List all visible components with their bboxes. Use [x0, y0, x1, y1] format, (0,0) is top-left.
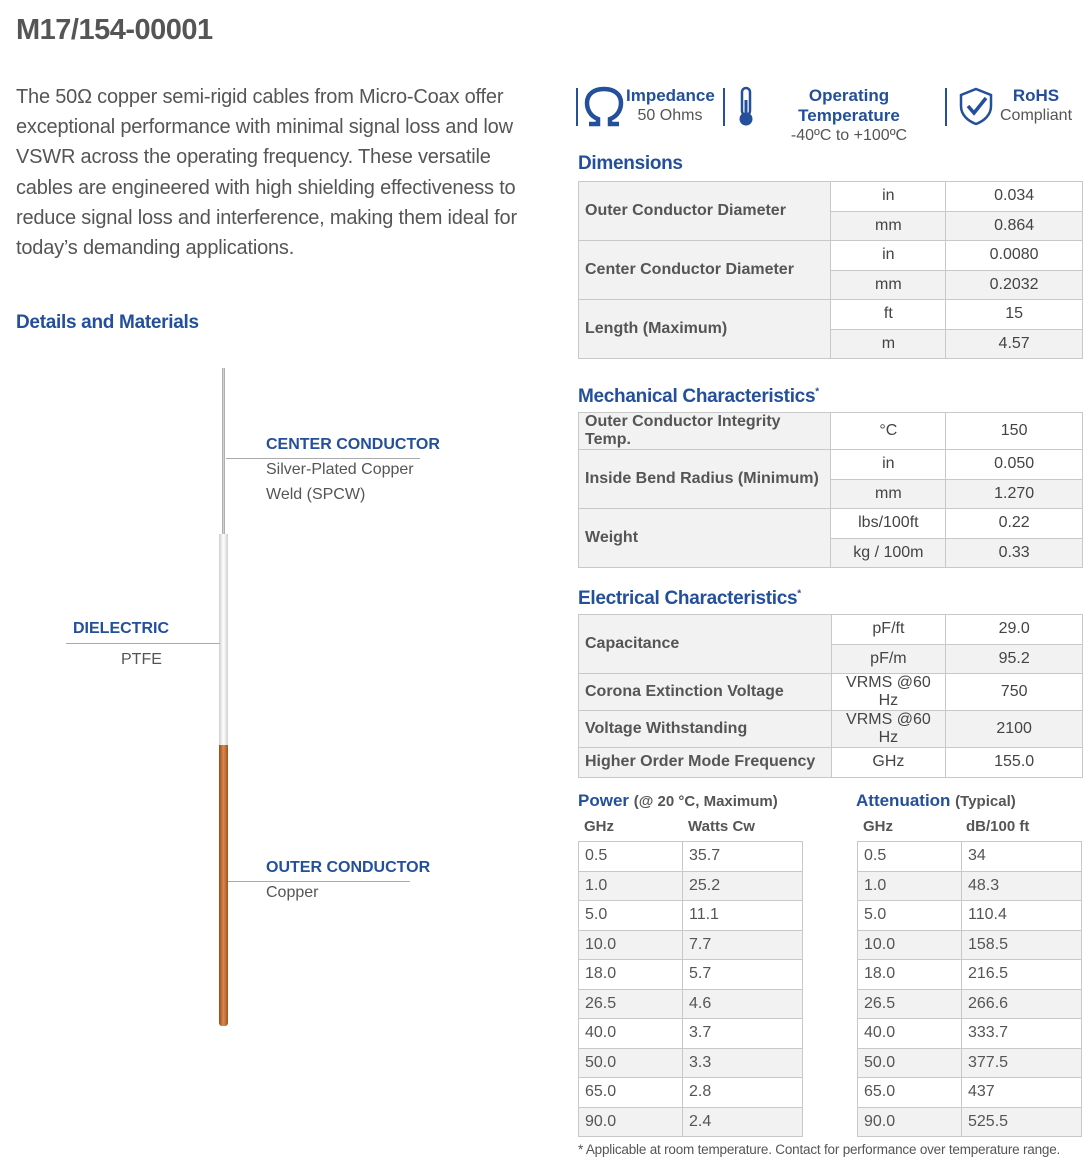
- frequency-cell: 40.0: [858, 1019, 962, 1049]
- row-unit: °C: [831, 413, 946, 450]
- table-row: [858, 901, 1082, 931]
- row-value: 0.864: [946, 211, 1083, 241]
- outer-conductor-layer: [219, 745, 228, 1026]
- center-conductor-line2: Weld (SPCW): [266, 486, 366, 503]
- row-name: Voltage Withstanding: [579, 711, 832, 748]
- row-value: 155.0: [946, 748, 1083, 778]
- table-row: [579, 1078, 803, 1108]
- row-unit: lbs/100ft: [831, 509, 946, 539]
- row-name: Higher Order Mode Frequency: [579, 748, 832, 778]
- rohs-value: Compliant: [999, 107, 1073, 124]
- table-row: [579, 960, 803, 990]
- power-subtitle: (@ 20 °C, Maximum): [633, 793, 778, 810]
- row-unit: ft: [831, 300, 946, 330]
- value-cell: 34: [962, 842, 1082, 872]
- rohs-label: RoHS: [1012, 86, 1060, 105]
- value-cell: 377.5: [962, 1048, 1082, 1078]
- row-name: Length (Maximum): [579, 300, 831, 359]
- table-row: [858, 1107, 1082, 1137]
- value-cell: 35.7: [683, 842, 803, 872]
- frequency-cell: 50.0: [579, 1048, 683, 1078]
- row-value: 0.050: [946, 450, 1083, 480]
- row-unit: in: [831, 182, 946, 212]
- frequency-cell: 1.0: [858, 871, 962, 901]
- dielectric-label: DIELECTRIC: [73, 620, 169, 637]
- table-row: [858, 871, 1082, 901]
- attenuation-heading: [856, 791, 1016, 811]
- row-unit: mm: [831, 270, 946, 300]
- row-value: 4.57: [946, 329, 1083, 359]
- row-value: 0.0080: [946, 241, 1083, 271]
- outer-conductor-leader: [228, 881, 410, 882]
- temperature-spec: [762, 86, 936, 146]
- attenuation-col-db: dB/100 ft: [966, 818, 1030, 835]
- frequency-cell: 10.0: [579, 930, 683, 960]
- value-cell: 2.8: [683, 1078, 803, 1108]
- value-cell: 48.3: [962, 871, 1082, 901]
- row-name: Capacitance: [579, 615, 832, 674]
- table-row: [579, 182, 1083, 212]
- table-row: [579, 241, 1083, 271]
- row-name: Inside Bend Radius (Minimum): [579, 450, 831, 509]
- value-cell: 11.1: [683, 901, 803, 931]
- power-heading: [578, 791, 778, 811]
- frequency-cell: 65.0: [858, 1078, 962, 1108]
- row-unit: pF/m: [831, 644, 946, 674]
- row-value: 0.034: [946, 182, 1083, 212]
- table-row: [579, 989, 803, 1019]
- table-row: [579, 615, 1083, 645]
- outer-conductor-value: Copper: [266, 884, 319, 901]
- table-row: [858, 1019, 1082, 1049]
- table-row: [858, 1078, 1082, 1108]
- value-cell: 5.7: [683, 960, 803, 990]
- frequency-cell: 26.5: [858, 989, 962, 1019]
- rohs-spec: [996, 86, 1076, 126]
- table-row: [579, 1048, 803, 1078]
- mechanical-heading-text: Mechanical Characteristics: [578, 386, 816, 407]
- table-row: [579, 450, 1083, 480]
- frequency-cell: 90.0: [579, 1107, 683, 1137]
- row-value: 2100: [946, 711, 1083, 748]
- value-cell: 525.5: [962, 1107, 1082, 1137]
- value-cell: 3.7: [683, 1019, 803, 1049]
- page-title: M17/154-00001: [16, 14, 213, 46]
- value-cell: 216.5: [962, 960, 1082, 990]
- table-row: [579, 901, 803, 931]
- dielectric-leader: [66, 643, 220, 644]
- frequency-cell: 26.5: [579, 989, 683, 1019]
- table-row: [579, 711, 1083, 748]
- table-row: [579, 1019, 803, 1049]
- row-value: 0.2032: [946, 270, 1083, 300]
- table-row: [579, 300, 1083, 330]
- value-cell: 110.4: [962, 901, 1082, 931]
- electrical-asterisk: *: [797, 588, 801, 600]
- thermometer-icon: [734, 86, 758, 128]
- row-unit: in: [831, 241, 946, 271]
- mechanical-table: [578, 412, 1083, 568]
- temperature-label: Operating Temperature: [798, 86, 900, 125]
- row-name: Center Conductor Diameter: [579, 241, 831, 300]
- dielectric-value: PTFE: [121, 651, 162, 668]
- mechanical-heading: [578, 386, 819, 408]
- power-title: Power: [578, 791, 630, 810]
- value-cell: 266.6: [962, 989, 1082, 1019]
- frequency-cell: 90.0: [858, 1107, 962, 1137]
- row-unit: GHz: [831, 748, 946, 778]
- power-col-ghz: GHz: [584, 818, 614, 835]
- attenuation-subtitle: (Typical): [955, 793, 1016, 810]
- dielectric-layer: [219, 534, 228, 745]
- frequency-cell: 18.0: [858, 960, 962, 990]
- row-name: Corona Extinction Voltage: [579, 674, 832, 711]
- value-cell: 2.4: [683, 1107, 803, 1137]
- row-unit: VRMS @60 Hz: [831, 711, 946, 748]
- spec-divider: [576, 88, 578, 126]
- frequency-cell: 1.0: [579, 871, 683, 901]
- value-cell: 7.7: [683, 930, 803, 960]
- center-conductor-wire: [222, 368, 225, 534]
- row-unit: pF/ft: [831, 615, 946, 645]
- table-row: [579, 871, 803, 901]
- impedance-value: 50 Ohms: [637, 107, 703, 124]
- attenuation-col-ghz: GHz: [863, 818, 893, 835]
- impedance-spec: [626, 86, 714, 126]
- outer-conductor-label: OUTER CONDUCTOR: [266, 859, 431, 876]
- table-row: [858, 989, 1082, 1019]
- table-row: [579, 930, 803, 960]
- electrical-heading: [578, 588, 801, 610]
- frequency-cell: 0.5: [858, 842, 962, 872]
- center-conductor-line1: Silver-Plated Copper: [266, 461, 414, 478]
- table-row: [858, 960, 1082, 990]
- row-value: 750: [946, 674, 1083, 711]
- row-unit: in: [831, 450, 946, 480]
- table-row: [858, 1048, 1082, 1078]
- table-row: [858, 930, 1082, 960]
- table-row: [858, 842, 1082, 872]
- electrical-heading-text: Electrical Characteristics: [578, 588, 798, 609]
- row-unit: VRMS @60 Hz: [831, 674, 946, 711]
- frequency-cell: 40.0: [579, 1019, 683, 1049]
- dimensions-table: [578, 181, 1083, 359]
- row-value: 95.2: [946, 644, 1083, 674]
- row-value: 0.33: [946, 538, 1083, 568]
- frequency-cell: 0.5: [579, 842, 683, 872]
- row-name: Outer Conductor Diameter: [579, 182, 831, 241]
- row-value: 15: [946, 300, 1083, 330]
- row-name: Outer Conductor Integrity Temp.: [579, 413, 831, 450]
- table-row: [579, 1107, 803, 1137]
- value-cell: 4.6: [683, 989, 803, 1019]
- row-unit: mm: [831, 479, 946, 509]
- table-row: [579, 748, 1083, 778]
- frequency-cell: 10.0: [858, 930, 962, 960]
- row-unit: m: [831, 329, 946, 359]
- value-cell: 158.5: [962, 930, 1082, 960]
- attenuation-title: Attenuation: [856, 791, 951, 810]
- frequency-cell: 18.0: [579, 960, 683, 990]
- footnote: * Applicable at room temperature. Contact for performance over temperature range.: [578, 1142, 1061, 1157]
- table-row: [579, 509, 1083, 539]
- product-description: The 50Ω copper semi-rigid cables from Micro-Coax offer exceptional performance with minimal signal loss and low VSWR across the operating frequency. These versatile cables are engineered with high shielding effectiveness to reduce signal loss and interference, making them ideal for today’s demanding applications.: [16, 86, 517, 260]
- table-row: [579, 674, 1083, 711]
- row-value: 29.0: [946, 615, 1083, 645]
- frequency-cell: 65.0: [579, 1078, 683, 1108]
- spec-divider: [723, 88, 725, 126]
- center-conductor-label: CENTER CONDUCTOR: [266, 436, 440, 453]
- omega-icon: [584, 86, 624, 128]
- electrical-table: [578, 614, 1083, 778]
- row-name: Weight: [579, 509, 831, 568]
- row-unit: mm: [831, 211, 946, 241]
- row-value: 0.22: [946, 509, 1083, 539]
- shield-check-icon: [956, 86, 996, 126]
- attenuation-table: [857, 841, 1082, 1137]
- frequency-cell: 50.0: [858, 1048, 962, 1078]
- frequency-cell: 5.0: [579, 901, 683, 931]
- spec-divider: [945, 88, 947, 126]
- value-cell: 25.2: [683, 871, 803, 901]
- power-table: [578, 841, 803, 1137]
- value-cell: 3.3: [683, 1048, 803, 1078]
- details-heading: Details and Materials: [16, 312, 199, 333]
- impedance-label: Impedance: [626, 86, 715, 105]
- row-unit: kg / 100m: [831, 538, 946, 568]
- frequency-cell: 5.0: [858, 901, 962, 931]
- temperature-value: -40ºC to +100ºC: [790, 127, 908, 144]
- value-cell: 437: [962, 1078, 1082, 1108]
- dimensions-heading: Dimensions: [578, 153, 683, 174]
- table-row: [579, 842, 803, 872]
- mechanical-asterisk: *: [815, 386, 819, 398]
- row-value: 1.270: [946, 479, 1083, 509]
- row-value: 150: [946, 413, 1083, 450]
- value-cell: 333.7: [962, 1019, 1082, 1049]
- power-col-watts: Watts Cw: [688, 818, 755, 835]
- table-row: [579, 413, 1083, 450]
